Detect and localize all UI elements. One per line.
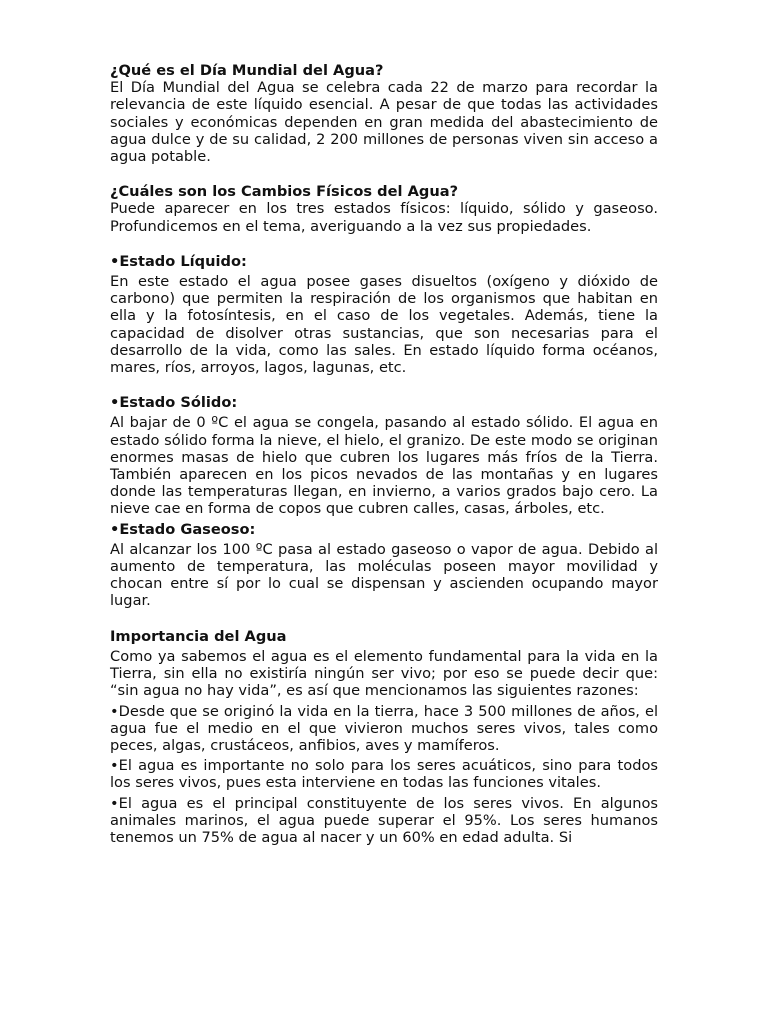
document-page [110, 62, 658, 846]
section-body-physical-changes: Puede aparecer en los tres estados físicos: líquido, sólido y gaseoso. Profundicemos en el tema, averiguando a la vez sus propiedades. [110, 200, 658, 235]
importance-intro: Como ya sabemos el agua es el elemento fundamental para la vida en la Tierra, sin ella no existiría ningún ser vivo; por eso se puede decir que: “sin agua no hay vida”, es así que mencionamos las siguientes razones: [110, 647, 658, 700]
state-solid-title: •Estado Sólido: [110, 394, 238, 412]
section-body-what-is-water-day: El Día Mundial del Agua se celebra cada 22 de marzo para recordar la relevancia de este líquido esencial. A pesar de que todas las actividades sociales y económicas dependen en gran medida del abastecimiento de agua dulce y de su calidad, 2 200 millones de personas viven sin acceso a agua potable. [110, 79, 658, 166]
state-gas-body: Al alcanzar los 100 ºC pasa al estado gaseoso o vapor de agua. Debido al aumento de temperatura, las moléculas poseen mayor movilidad y chocan entre sí por lo cual se dispensan y ascienden ocupando mayor lugar. [110, 540, 658, 610]
importance-bullet-3: •El agua es el principal constituyente de los seres vivos. En algunos animales marinos, el agua puede superar el 95%. Los seres humanos tenemos un 75% de agua al nacer y un 60% en edad adulta. Si [110, 794, 658, 846]
spacer [110, 235, 658, 253]
state-liquid-body: En este estado el agua posee gases disueltos (oxígeno y dióxido de carbono) que permiten la respiración de los organismos que habitan en ella y la fotosíntesis, en el caso de los vegetales. Además, tiene la capacidad de disolver otras sustancias, que son necesarias para el desarrollo de la vida, como las sales. En estado líquido forma océanos, mares, ríos, arroyos, lagos, lagunas, etc. [110, 273, 658, 377]
state-solid-body: Al bajar de 0 ºC el agua se congela, pasando al estado sólido. El agua en estado sólido forma la nieve, el hielo, el granizo. De este modo se originan enormes masas de hielo que cubren los lugares más fríos de la Tierra. También aparecen en los picos nevados de las montañas y en lugares donde las temperaturas llegan, en invierno, a varios grados bajo cero. La nieve cae en forma de copos que cubren calles, casas, árboles, etc. [110, 414, 658, 518]
state-gas-title: •Estado Gaseoso: [110, 520, 256, 538]
state-liquid-title: •Estado Líquido: [110, 252, 247, 270]
spacer [110, 376, 658, 394]
importance-bullet-1: •Desde que se originó la vida en la tierra, hace 3 500 millones de años, el agua fue el medio en el que vivieron muchos seres vivos, tales como peces, algas, crustáceos, anfibios, aves y mamíferos. [110, 702, 658, 754]
section-title-physical-changes: ¿Cuáles son los Cambios Físicos del Agua? [110, 183, 459, 201]
spacer [110, 165, 658, 183]
spacer [110, 610, 658, 628]
importance-title: Importancia del Agua [110, 627, 287, 645]
section-title-what-is-water-day: ¿Qué es el Día Mundial del Agua? [110, 62, 384, 79]
importance-bullet-2: •El agua es importante no solo para los seres acuáticos, sino para todos los seres vivos, pues esta interviene en todas las funciones vitales. [110, 757, 658, 792]
